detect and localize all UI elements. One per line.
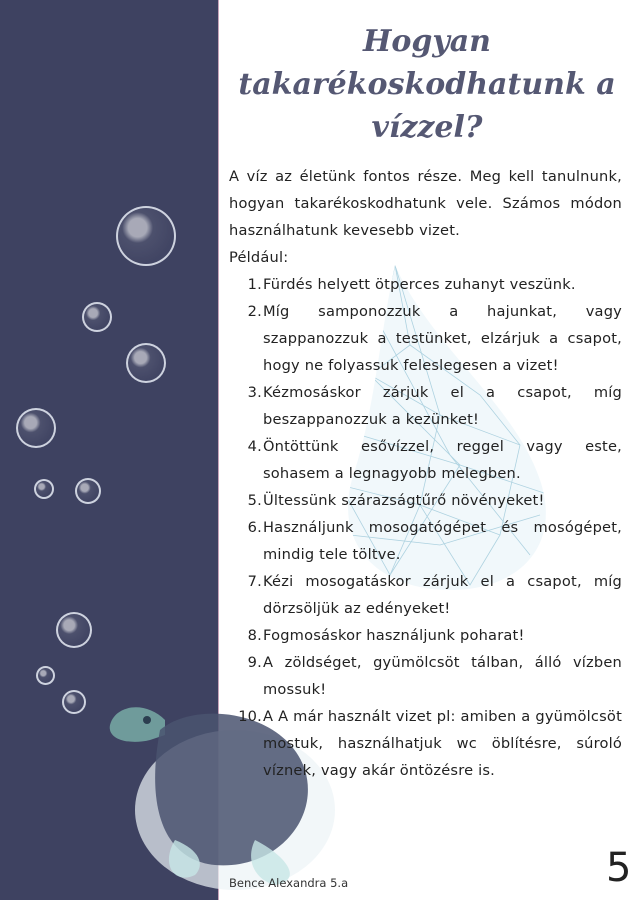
author-name: Bence Alexandra 5.a	[229, 876, 349, 890]
list-item-number: 7.	[247, 573, 262, 590]
bubble-icon	[62, 690, 86, 714]
bubble-icon	[16, 408, 56, 448]
page-title: Hogyan takarékoskodhatunk a vízzel?	[238, 24, 616, 145]
list-item-text: Fogmosáskor használjunk poharat!	[263, 627, 525, 644]
tips-list	[229, 271, 622, 784]
list-item-number: 5.	[247, 492, 262, 509]
main-content	[229, 163, 622, 784]
list-item-text: A A már használt vizet pl: amiben a gyümölcsöt mostuk, használhatjuk wc öblítésre, súroló víznek, vagy akár öntözésre is.	[263, 708, 622, 779]
list-item	[229, 487, 622, 514]
list-item-text: Öntöttünk esővízzel, reggel vagy este, sohasem a legnagyobb melegben.	[263, 438, 622, 482]
list-item	[229, 433, 622, 487]
list-item-text: Míg samponozzuk a hajunkat, vagy szappanozzuk a testünket, elzárjuk a csapot, hogy ne folyassuk feleslegesen a vizet!	[263, 303, 622, 374]
list-item-number: 3.	[247, 384, 262, 401]
list-item-number: 9.	[247, 654, 262, 671]
list-item	[229, 298, 622, 379]
list-item-text: Használjunk mosogatógépet és mosógépet, mindig tele töltve.	[263, 519, 622, 563]
list-lead: Például:	[229, 249, 289, 266]
list-item	[229, 703, 622, 784]
list-item-text: Kézi mosogatáskor zárjuk el a csapot, míg dörzsöljük az edényeket!	[263, 573, 622, 617]
list-item-text: A zöldséget, gyümölcsöt tálban, álló vízben mossuk!	[263, 654, 622, 698]
bubble-icon	[34, 479, 54, 499]
list-item	[229, 568, 622, 622]
list-item-number: 1.	[247, 276, 262, 293]
list-item	[229, 649, 622, 703]
list-item-text: Ültessünk szárazságtűrő növényeket!	[263, 492, 545, 509]
list-item-number: 6.	[247, 519, 262, 536]
list-item-number: 10.	[238, 708, 262, 725]
bubble-icon	[75, 478, 101, 504]
list-item-text: Kézmosáskor zárjuk el a csapot, míg beszappanozzuk a kezünket!	[263, 384, 622, 428]
list-item	[229, 379, 622, 433]
bubble-icon	[56, 612, 92, 648]
bubble-icon	[36, 666, 55, 685]
bubble-icon	[126, 343, 166, 383]
list-item-number: 4.	[247, 438, 262, 455]
list-item-number: 8.	[247, 627, 262, 644]
list-item	[229, 622, 622, 649]
list-item	[229, 514, 622, 568]
list-item-text: Fürdés helyett ötperces zuhanyt veszünk.	[263, 276, 576, 293]
list-item-number: 2.	[247, 303, 262, 320]
page-number: 5	[606, 845, 632, 891]
bubble-icon	[116, 206, 176, 266]
bubble-icon	[82, 302, 112, 332]
intro-paragraph: A víz az életünk fontos része. Meg kell tanulnunk, hogyan takarékoskodhatunk vele. Számos módon használhatunk kevesebb vizet.	[229, 168, 622, 239]
list-item	[229, 271, 622, 298]
